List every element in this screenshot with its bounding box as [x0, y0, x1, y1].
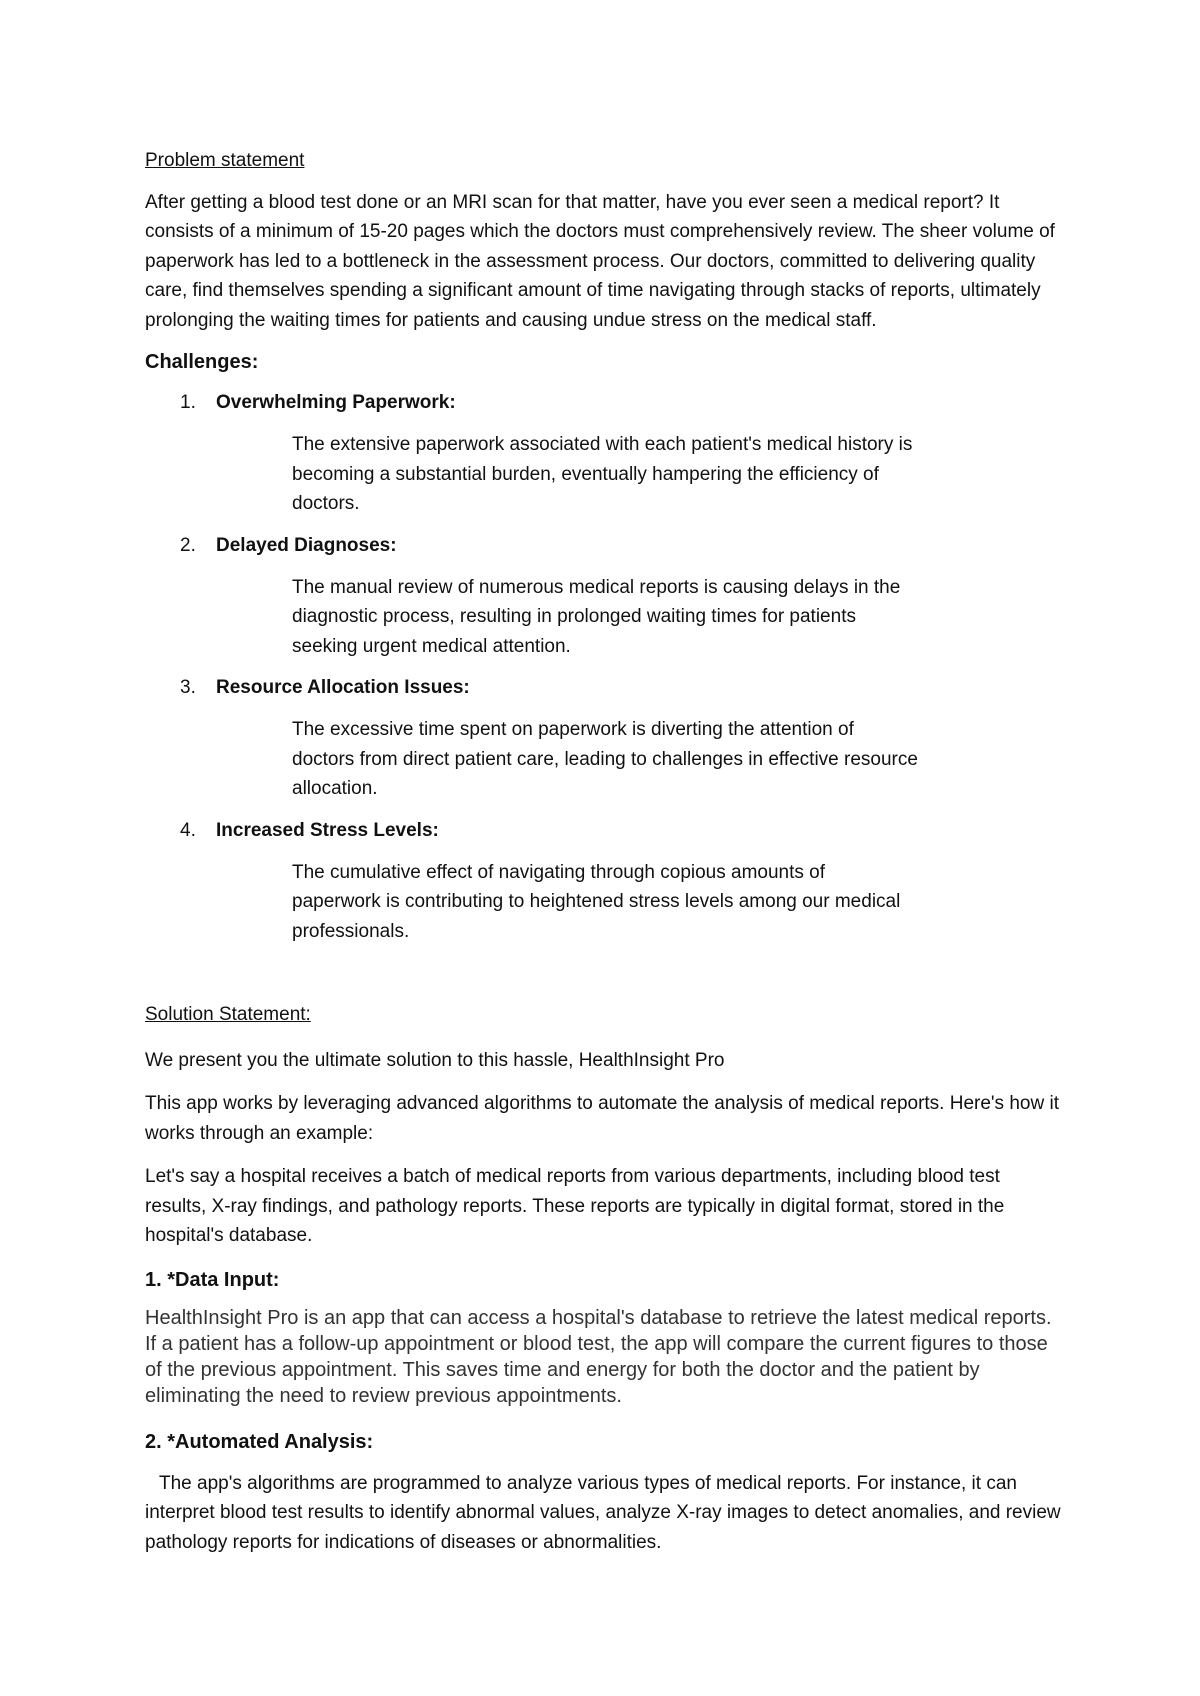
challenge-number: 3. — [180, 677, 196, 698]
challenge-title — [145, 388, 1065, 418]
solution-heading: Solution Statement: — [145, 1004, 311, 1025]
solution-how-it-works: This app works by leveraging advanced algorithms to automate the analysis of medical reports. Here's how it works through an example: — [145, 1093, 1059, 1144]
challenge-item — [145, 816, 1065, 947]
challenge-title-text: Delayed Diagnoses: — [216, 534, 397, 556]
challenge-description: The extensive paperwork associated with each patient's medical history is becoming a substantial burden, eventually hampering the efficiency of doctors. — [292, 434, 913, 514]
challenge-title-text: Overwhelming Paperwork: — [216, 392, 456, 413]
step-text: The app's algorithms are programmed to analyze various types of medical reports. For instance, it can interpret blood test results to identify abnormal values, analyze X-ray images to detect anomalies, and review pathology reports for indications of diseases or abnormalities. — [145, 1472, 1061, 1553]
challenge-title — [145, 531, 1065, 561]
challenge-item — [145, 531, 1065, 662]
challenge-title-text: Increased Stress Levels: — [216, 819, 439, 841]
solution-intro: We present you the ultimate solution to this hassle, HealthInsight Pro — [145, 1049, 725, 1071]
step-title: 1. *Data Input: — [145, 1268, 280, 1291]
step-title: 2. *Automated Analysis: — [145, 1430, 374, 1453]
problem-paragraph: After getting a blood test done or an MRI scan for that matter, have you ever seen a medical report? It consists of a minimum of 15-20 pages which the doctors must comprehensively review. The sheer volume of paperwork has led to a bottleneck in the assessment process. Our doctors, committed to delivering quality care, find themselves spending a significant amount of time navigating through stacks of reports, ultimately prolonging the waiting times for patients and causing undue stress on the medical staff. — [145, 191, 1055, 331]
challenge-description: The manual review of numerous medical reports is causing delays in the diagnostic process, resulting in prolonged waiting times for patients seeking urgent medical attention. — [292, 576, 901, 657]
challenge-number: 1. — [180, 392, 196, 413]
solution-example: Let's say a hospital receives a batch of medical reports from various departments, including blood test results, X-ray findings, and pathology reports. These reports are typically in digital format, stored in the hospital's database. — [145, 1166, 1005, 1246]
challenges-heading: Challenges: — [145, 351, 259, 373]
challenge-number: 4. — [180, 819, 196, 841]
challenge-description: The cumulative effect of navigating through copious amounts of paperwork is contributing to heightened stress levels among our medical professionals. — [292, 861, 901, 942]
problem-heading: Problem statement — [145, 150, 305, 171]
challenge-number: 2. — [180, 534, 196, 556]
challenge-description: The excessive time spent on paperwork is diverting the attention of doctors from direct patient care, leading to challenges in effective resource allocation. — [292, 719, 918, 799]
step-text: HealthInsight Pro is an app that can access a hospital's database to retrieve the latest medical reports. If a patient has a follow-up appointment or blood test, the app will compare the current figures to those of the previous appointment. This saves time and energy for both the doctor and the patient by eliminating the need to review previous appointments. — [145, 1306, 1052, 1407]
challenge-title-text: Resource Allocation Issues: — [216, 677, 470, 698]
challenge-title — [145, 673, 1065, 703]
challenges-list — [145, 388, 1065, 946]
document-page — [145, 146, 1065, 1557]
challenge-item — [145, 673, 1065, 804]
challenge-item — [145, 388, 1065, 519]
challenge-title — [145, 816, 1065, 846]
